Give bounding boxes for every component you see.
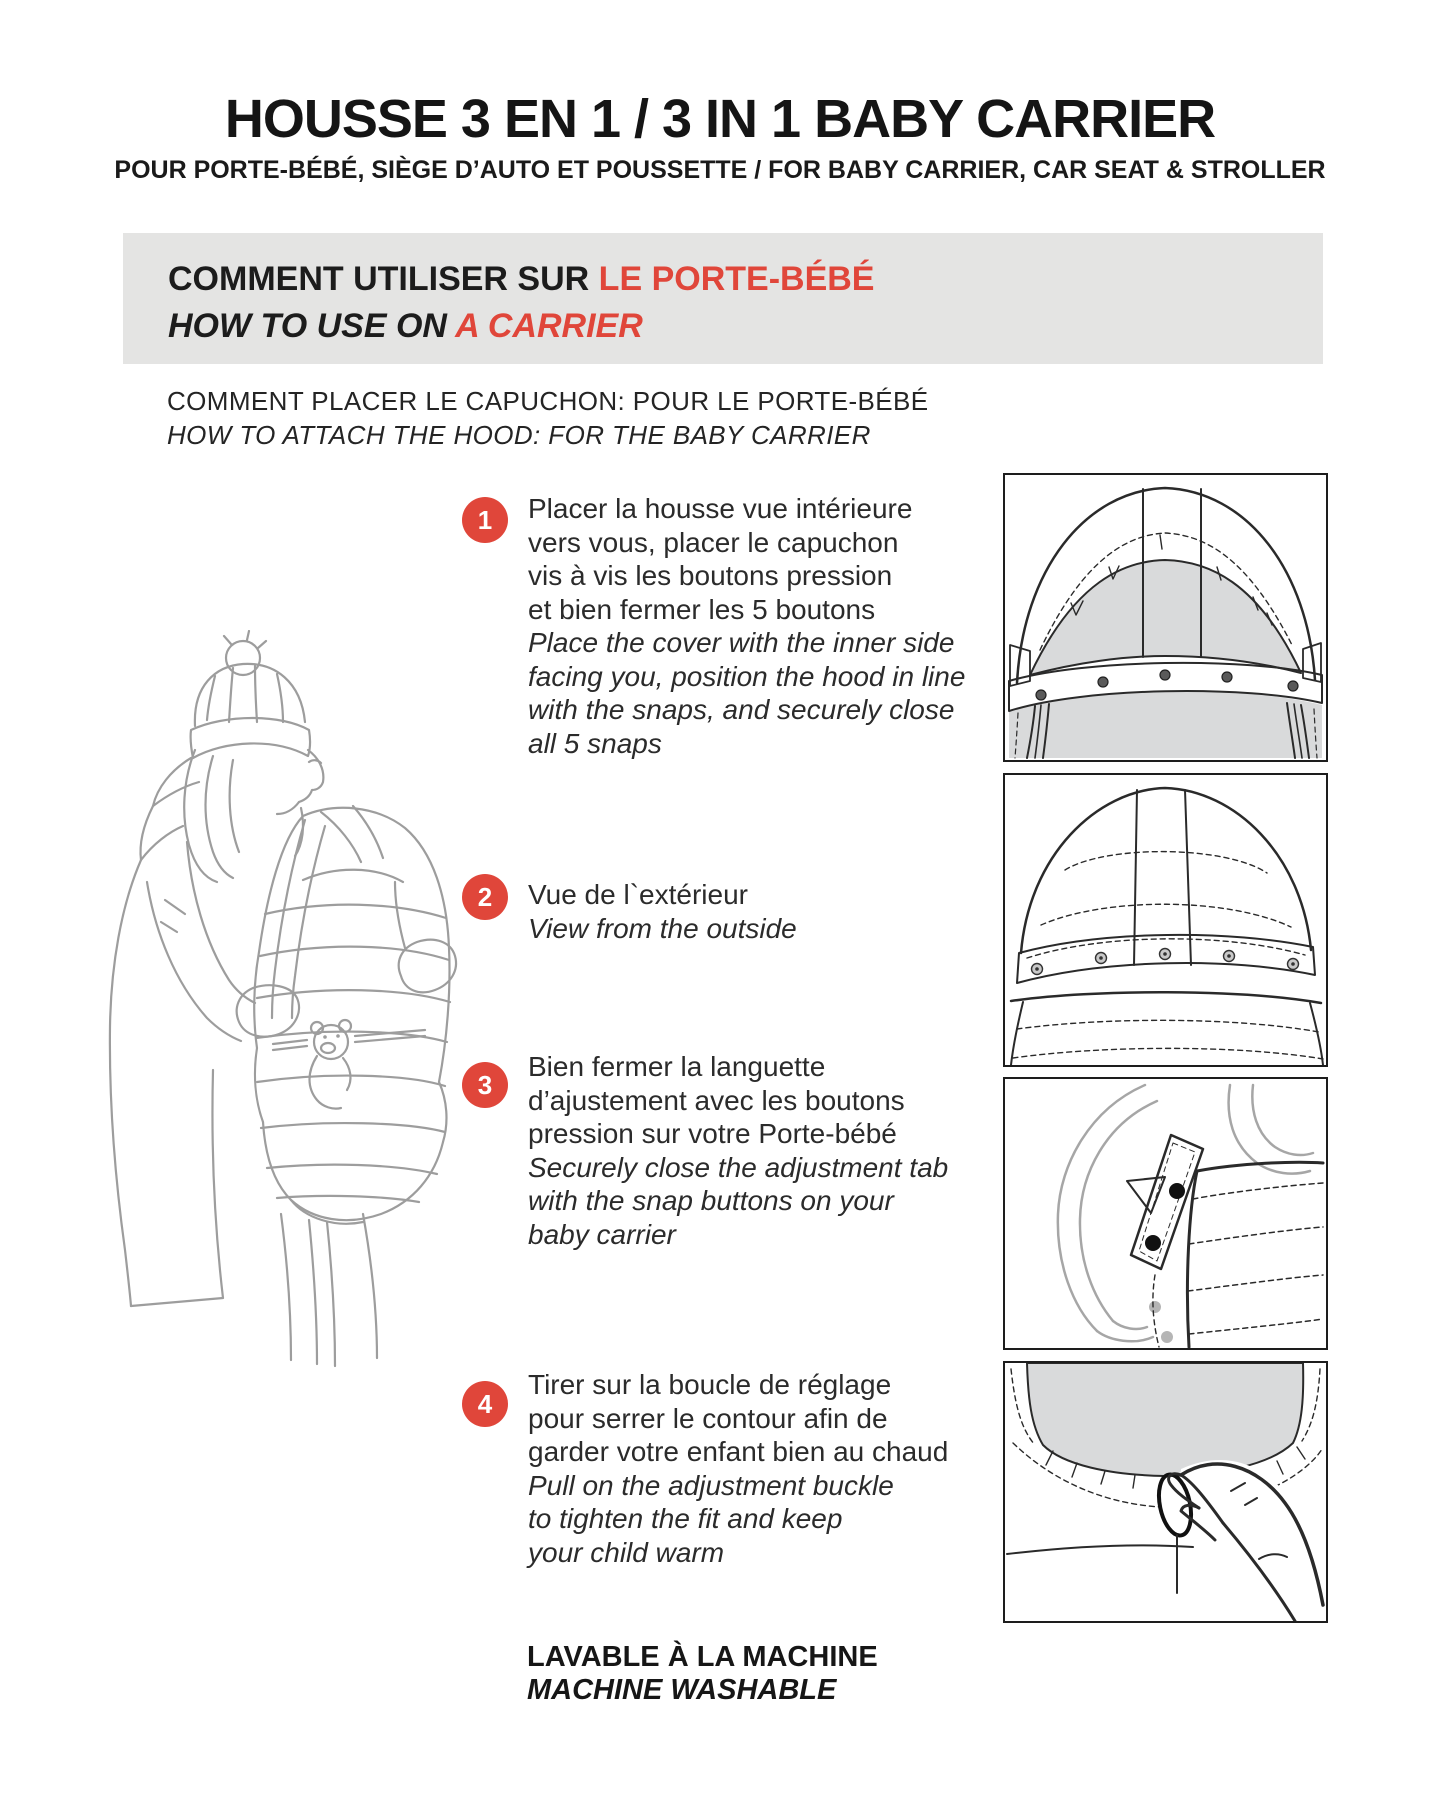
banner-heading-en-highlight: A CARRIER <box>455 307 643 345</box>
snap-band <box>1017 935 1315 983</box>
step-3-en-line: Securely close the adjustment tab <box>528 1151 949 1183</box>
carrier-straps <box>1058 1085 1313 1343</box>
hood-inside-view-illustration <box>1005 475 1326 760</box>
step-4 <box>462 1368 1022 1569</box>
carrier-cover <box>254 806 450 1220</box>
banner-heading-fr: COMMENT UTILISER SUR LE PORTE-BÉBÉ <box>168 260 875 298</box>
snap-button <box>1145 1235 1161 1251</box>
step-3 <box>462 1050 1022 1251</box>
banner-heading-fr-highlight: LE PORTE-BÉBÉ <box>598 260 875 298</box>
face <box>277 750 323 814</box>
step-2-fr-line: Vue de l`extérieur <box>528 879 748 910</box>
figure-box-3 <box>1003 1077 1328 1350</box>
step-3-text <box>528 1050 1022 1251</box>
step-3-fr-line: pression sur votre Porte-bébé <box>528 1118 897 1149</box>
section-banner <box>123 233 1323 364</box>
step-2-en-line: View from the outside <box>528 912 797 944</box>
step-1-number-badge: 1 <box>462 497 508 543</box>
legs <box>281 1200 377 1366</box>
banner-heading-en: HOW TO USE ON A CARRIER <box>168 307 643 345</box>
adjustment-tab-illustration <box>1005 1079 1326 1348</box>
figure-box-4 <box>1003 1361 1328 1623</box>
snap-button <box>1169 1183 1185 1199</box>
subheading <box>167 384 928 452</box>
step-4-fr-line: garder votre enfant bien au chaud <box>528 1436 949 1467</box>
step-3-number-badge: 3 <box>462 1062 508 1108</box>
figure-box-2 <box>1003 773 1328 1067</box>
step-1-fr-line: Placer la housse vue intérieure <box>528 493 913 524</box>
step-1-fr-line: vers vous, placer le capuchon <box>528 526 899 558</box>
step-2-text <box>528 878 1022 945</box>
step-4-number-badge: 4 <box>462 1381 508 1427</box>
page-title: HOUSSE 3 EN 1 / 3 IN 1 BABY CARRIER <box>224 89 1216 149</box>
step-4-fr-line: pour serrer le contour afin de <box>528 1402 888 1434</box>
hair <box>184 750 303 882</box>
step-2-number-badge: 2 <box>462 874 508 920</box>
step-4-text <box>528 1368 1022 1569</box>
step-3-fr-line: Bien fermer la languette <box>528 1051 826 1082</box>
care-note-en: MACHINE WASHABLE <box>527 1674 837 1706</box>
beanie-hat <box>191 631 310 758</box>
step-4-en-line: to tighten the fit and keep <box>528 1503 843 1534</box>
step-1-en-line: all 5 snaps <box>528 727 662 759</box>
hood-outside-view-illustration <box>1005 775 1326 1065</box>
step-1-en-line: facing you, position the hood in line <box>528 660 966 692</box>
woman-with-baby-carrier-cover <box>95 630 460 1370</box>
step-1-fr-line: et bien fermer les 5 boutons <box>528 593 876 625</box>
step-1-en-line: Place the cover with the inner side <box>528 627 955 658</box>
page-subtitle: POUR PORTE-BÉBÉ, SIÈGE D’AUTO ET POUSSETTE / FOR BABY CARRIER, CAR SEAT & STROLLER <box>114 156 1326 184</box>
step-1-fr-line: vis à vis les boutons pression <box>528 560 893 591</box>
step-3-en-line: with the snap buttons on your <box>528 1185 894 1216</box>
step-4-en-line: Pull on the adjustment buckle <box>528 1469 894 1501</box>
step-4-en-line: your child warm <box>528 1536 725 1568</box>
subheading-fr: COMMENT PLACER LE CAPUCHON: POUR LE PORTE-BÉBÉ <box>167 386 929 416</box>
coat <box>110 758 255 1306</box>
care-note <box>527 1641 878 1707</box>
step-4-fr-line: Tirer sur la boucle de réglage <box>528 1369 892 1400</box>
step-3-fr-line: d’ajustement avec les boutons <box>528 1084 905 1116</box>
step-1-text <box>528 492 1022 760</box>
subheading-en: HOW TO ATTACH THE HOOD: FOR THE BABY CARRIER <box>167 420 871 450</box>
step-1-en-line: with the snaps, and securely close <box>528 694 955 725</box>
step-2 <box>462 878 1022 945</box>
woman-carrier-illustration <box>95 630 460 1370</box>
right-mitten <box>399 940 456 993</box>
teddy-bear <box>310 1020 352 1109</box>
step-3-en-line: baby carrier <box>528 1218 676 1250</box>
care-note-fr: LAVABLE À LA MACHINE <box>527 1641 878 1673</box>
pull-adjustment-buckle-illustration <box>1005 1363 1326 1621</box>
step-1 <box>462 492 1022 760</box>
figure-box-1 <box>1003 473 1328 762</box>
